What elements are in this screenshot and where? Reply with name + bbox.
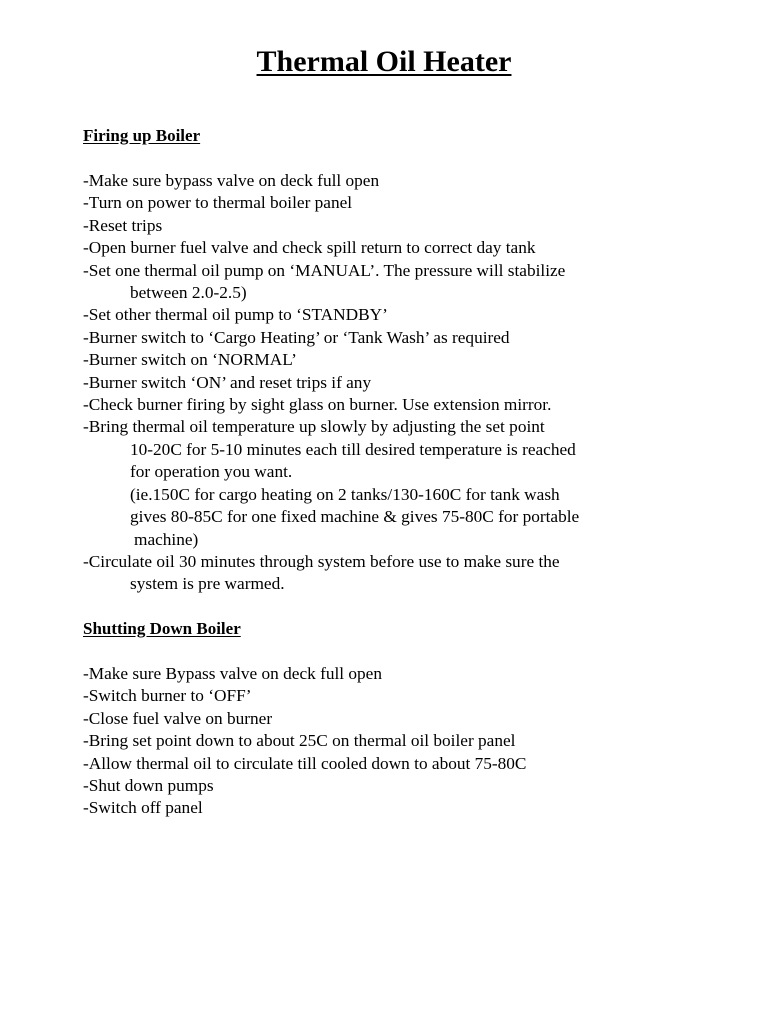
step-line: -Bring thermal oil temperature up slowly by adjusting the set point — [83, 417, 545, 437]
section-spacer — [83, 640, 723, 663]
step-line: -Shut down pumps — [83, 776, 214, 796]
step-line: -Make sure Bypass valve on deck full open — [83, 664, 382, 683]
step-line: -Close fuel valve on burner — [83, 708, 273, 728]
step-line: -Burner switch on ‘NORMAL’ — [83, 350, 297, 370]
step-line: -Reset trips — [83, 215, 163, 235]
step-line: -Burner switch to ‘Cargo Heating’ or ‘Tank Wash’ as required — [83, 327, 510, 347]
step-line: -Switch off panel — [83, 798, 203, 818]
step-line: -Set other thermal oil pump to ‘STANDBY’ — [83, 305, 388, 325]
page-title-text: Thermal Oil Heater — [256, 45, 512, 78]
step-line: -Allow thermal oil to circulate till cooled down to about 75-80C — [83, 753, 527, 773]
step-line: -Bring set point down to about 25C on thermal oil boiler panel — [83, 731, 516, 751]
step-continuation: (ie.150C for cargo heating on 2 tanks/130-160C for tank wash — [130, 484, 560, 504]
step-line: -Circulate oil 30 minutes through system before use to make sure the — [83, 551, 560, 571]
section-spacer — [83, 147, 723, 170]
step-line: -Open burner fuel valve and check spill return to correct day tank — [83, 238, 536, 258]
firing-up-heading: Firing up Boiler — [83, 126, 201, 145]
step-line: -Make sure bypass valve on deck full open — [83, 171, 380, 190]
firing-up-section — [83, 125, 723, 596]
step-line: -Burner switch ‘ON’ and reset trips if any — [83, 372, 372, 392]
step-continuation: system is pre warmed. — [130, 574, 285, 594]
page-title — [0, 44, 768, 80]
shutting-down-section — [83, 618, 723, 820]
step-continuation: gives 80-85C for one fixed machine & gives 75-80C for portable — [130, 507, 580, 527]
shutting-down-heading: Shutting Down Boiler — [83, 619, 241, 638]
step-line: -Set one thermal oil pump on ‘MANUAL’. The pressure will stabilize — [83, 260, 566, 280]
step-line: -Check burner firing by sight glass on burner. Use extension mirror. — [83, 395, 552, 415]
step-line: -Turn on power to thermal boiler panel — [83, 193, 353, 213]
step-continuation: for operation you want. — [130, 462, 293, 482]
step-continuation: 10-20C for 5-10 minutes each till desired temperature is reached — [130, 439, 576, 459]
step-continuation: machine) — [134, 529, 199, 549]
step-line: -Switch burner to ‘OFF’ — [83, 686, 252, 706]
step-continuation: between 2.0-2.5) — [130, 283, 247, 303]
